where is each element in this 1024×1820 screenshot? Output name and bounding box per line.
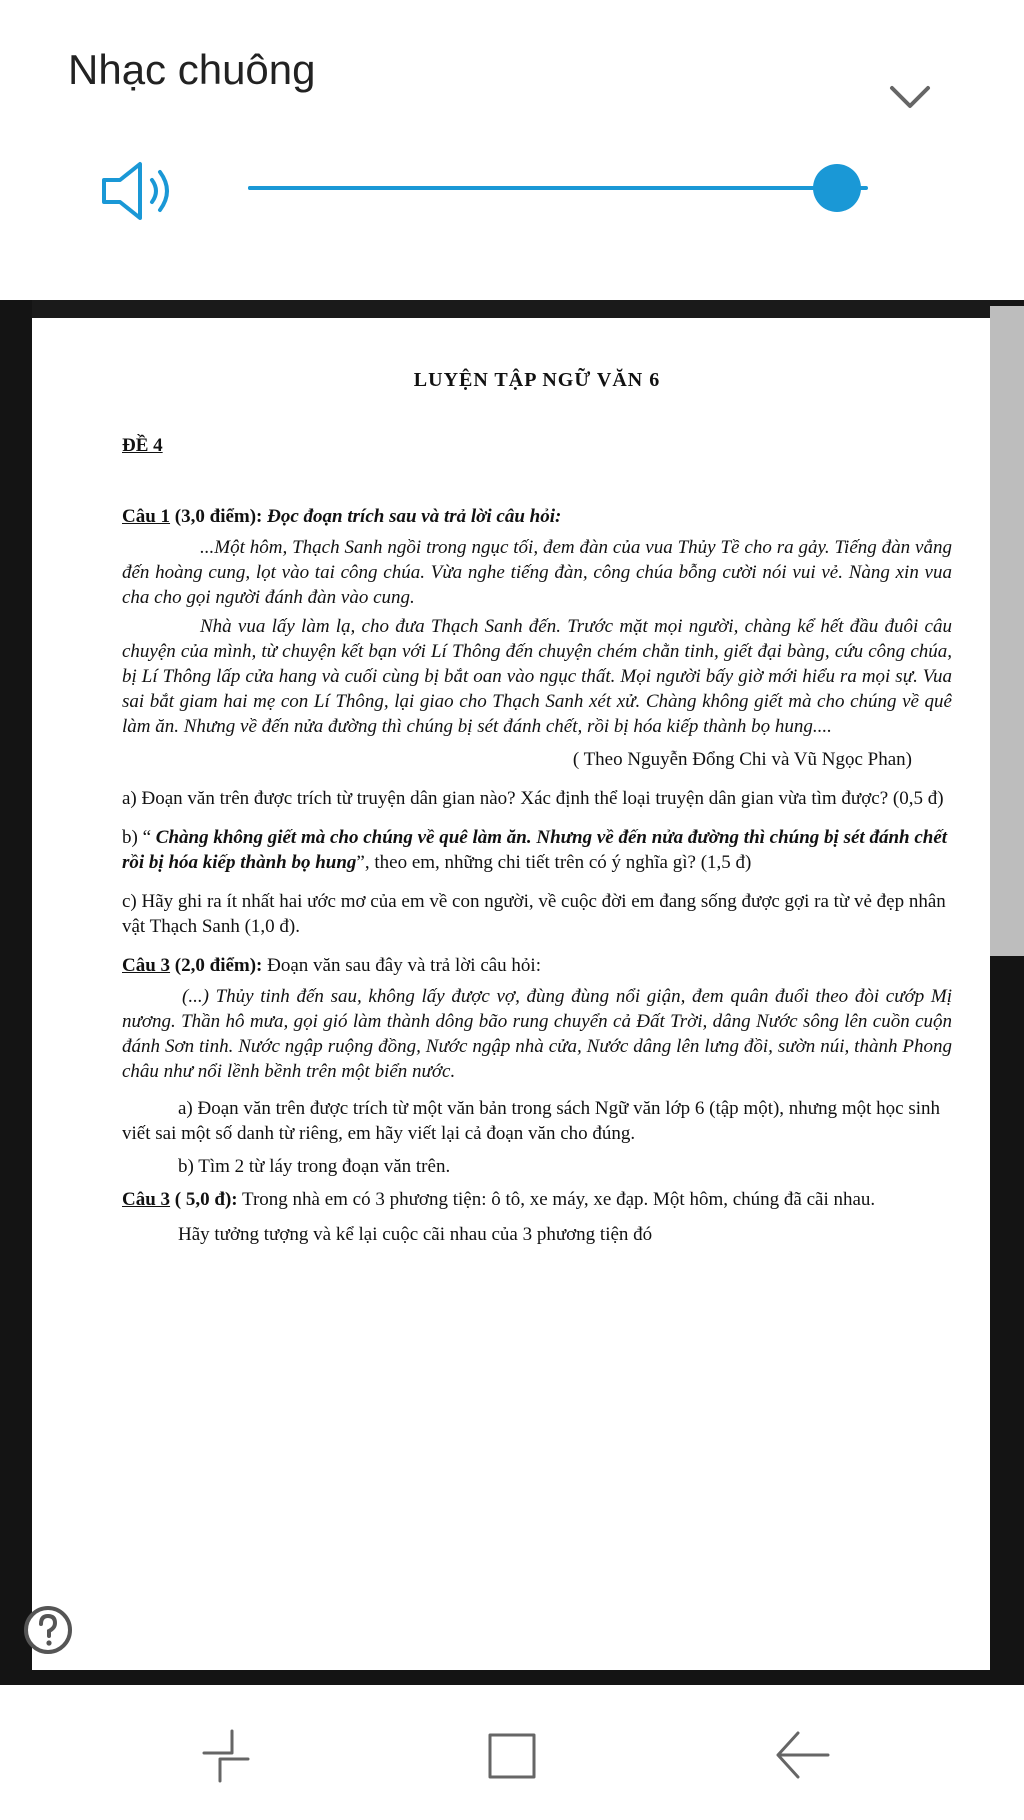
speaker-icon[interactable]	[100, 158, 176, 224]
question-1-passage-1: ...Một hôm, Thạch Sanh ngồi trong ngục tối, đem đàn của vua Thủy Tề cho ra gảy. Tiếng đàn vẳng đến hoàng cung, lọt vào tai công chúa. Vừa nghe tiếng đàn, công chúa bỗng cười nói vui vẻ. Nàng xin vua cha cho gọi người đánh đàn vào cung.	[122, 537, 952, 608]
question-1-part-a: a) Đoạn văn trên được trích từ truyện dân gian nào? Xác định thể loại truyện dân gian vừa tìm được? (0,5 đ)	[122, 788, 944, 809]
back-icon[interactable]	[772, 1725, 832, 1785]
question-1-source: ( Theo Nguyễn Đổng Chi và Vũ Ngọc Phan)	[572, 749, 912, 770]
question-3-heading	[122, 1187, 952, 1212]
exam-number: ĐỀ 4	[122, 435, 163, 456]
scrollbar[interactable]	[990, 306, 1024, 956]
help-icon[interactable]	[22, 1604, 74, 1656]
previous-page-edge	[32, 300, 990, 318]
question-1-part-b-suffix: ”, theo em, những chi tiết trên có ý nghĩa gì? (1,5 đ)	[356, 852, 752, 873]
question-1-points: (3,0 điểm):	[170, 506, 263, 527]
volume-slider-fill	[248, 186, 837, 190]
document-content	[122, 368, 952, 1255]
question-1-part-b	[122, 825, 952, 875]
question-3-task: Hãy tưởng tượng và kể lại cuộc cãi nhau của 3 phương tiện đó	[178, 1224, 653, 1245]
navigation-bar	[0, 1685, 1024, 1820]
question-1-label: Câu 1	[122, 506, 171, 527]
question-3-prompt: Trong nhà em có 3 phương tiện: ô tô, xe máy, xe đạp. Một hôm, chúng đã cãi nhau.	[237, 1189, 876, 1210]
question-3-points: ( 5,0 đ):	[170, 1189, 238, 1210]
recent-apps-icon[interactable]	[196, 1725, 256, 1785]
volume-panel-title: Nhạc chuông	[68, 46, 316, 93]
volume-panel	[0, 0, 1024, 300]
document-page	[32, 318, 990, 1670]
home-icon[interactable]	[482, 1725, 542, 1785]
question-1-part-c: c) Hãy ghi ra ít nhất hai ước mơ của em về con người, về cuộc đời em đang sống được gợi ra từ vẻ đẹp nhân vật Thạch Sanh (1,0 đ).	[122, 891, 946, 937]
question-1-part-b-quote: Chàng không giết mà cho chúng về quê làm ăn. Nhưng về đến nửa đường thì chúng bị sét đánh chết rồi bị hóa kiếp thành bọ hung	[122, 827, 948, 873]
question-1-heading	[122, 504, 952, 529]
question-2-prompt: Đoạn văn sau đây và trả lời câu hỏi:	[262, 955, 541, 976]
question-2-part-a: a) Đoạn văn trên được trích từ một văn bản trong sách Ngữ văn lớp 6 (tập một), nhưng một học sinh viết sai một số danh từ riêng, em hãy viết lại cả đoạn văn cho đúng.	[122, 1098, 941, 1144]
question-1-part-b-prefix: b) “	[122, 827, 156, 848]
question-1-prompt: Đọc đoạn trích sau và trả lời câu hỏi:	[262, 506, 562, 527]
question-2-part-b: b) Tìm 2 từ láy trong đoạn văn trên.	[178, 1156, 451, 1177]
volume-slider[interactable]	[248, 186, 868, 190]
document-title: LUYỆN TẬP NGỮ VĂN 6	[413, 369, 661, 391]
chevron-down-icon[interactable]	[888, 82, 932, 112]
question-2-points: (2,0 điểm):	[170, 955, 263, 976]
question-2-label: Câu 3	[122, 955, 171, 976]
question-1-passage-2: Nhà vua lấy làm lạ, cho đưa Thạch Sanh đến. Trước mặt mọi người, chàng kể hết đầu đuôi câu chuyện của mình, từ chuyện kết bạn với Lí Thông đến chuyện chém chằn tinh, giết đại bàng, cứu công chúa, bị Lí Thông lấp cửa hang và cuối cùng bị bắt oan vào ngục thất. Mọi người bấy giờ mới hiểu ra mọi sự. Vua sai bắt giam hai mẹ con Lí Thông, lại giao cho Thạch Sanh xét xử. Chàng không giết mà cho chúng về quê làm ăn. Nhưng về đến nửa đường thì chúng bị sét đánh chết, rồi bị hóa kiếp thành bọ hung....	[122, 616, 952, 737]
question-3-label: Câu 3	[122, 1189, 171, 1210]
question-2-passage: (...) Thủy tinh đến sau, không lấy được vợ, đùng đùng nổi giận, đem quân đuổi theo đòi cướp Mị nương. Thần hô mưa, gọi gió làm thành dông bão rung chuyển cả Đất Trời, dâng Nước sông lên cuồn cuộn đánh Sơn tinh. Nước ngập ruộng đồng, Nước ngập nhà cửa, Nước dâng lên lưng đồi, sườn núi, thành Phong châu như nổi lềnh bềnh trên một biển nước.	[122, 986, 952, 1082]
volume-slider-thumb[interactable]	[813, 164, 861, 212]
question-2-heading	[122, 953, 952, 978]
